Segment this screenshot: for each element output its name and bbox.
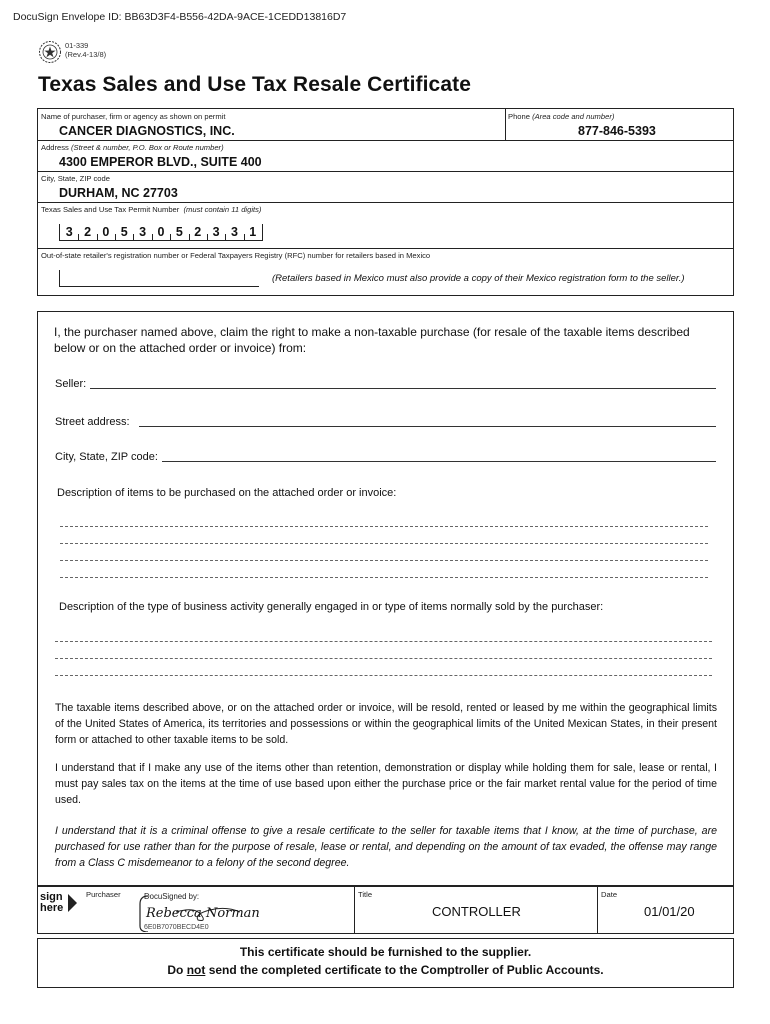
address-label: Address (Street & number, P.O. Box or Route number) (41, 143, 224, 152)
title-label: Title (358, 890, 373, 899)
signature-name: Rebecca Norman (146, 906, 260, 921)
permit-number-field[interactable] (59, 224, 263, 241)
business-line-3[interactable] (55, 675, 712, 676)
divider (597, 886, 598, 934)
seller-street-field[interactable] (139, 426, 716, 427)
permit-digit: 5 (170, 224, 188, 240)
footer-line-2-post: send the completed certificate to the Comptroller of Public Accounts. (205, 963, 604, 977)
permit-digit: 5 (115, 224, 133, 240)
docusigned-by-label: DocuSigned by: (144, 892, 200, 901)
permit-number-label: Texas Sales and Use Tax Permit Number (must contain 11 digits) (41, 205, 262, 214)
items-description-label: Description of items to be purchased on the attached order or invoice: (57, 487, 397, 499)
title-field[interactable]: CONTROLLER (432, 904, 521, 919)
permit-digit: 3 (65, 225, 73, 239)
use-tax-statement: I understand that if I make any use of the items other than retention, demonstration or display while holding them for sale, lease or rental, I must pay sales tax on the items at the time of use based upon either the purchase price or the fair market rental value for the period of time used. (55, 762, 717, 806)
arrow-right-icon (68, 894, 77, 912)
date-field[interactable]: 01/01/20 (644, 904, 695, 919)
footer-line-2-pre: Do (167, 963, 187, 977)
sign-here-tag (40, 892, 63, 914)
permit-digit: 3 (225, 224, 243, 240)
seller-label: Seller: (55, 378, 87, 390)
permit-digit: 2 (78, 224, 96, 240)
business-line-1[interactable] (55, 641, 712, 642)
divider (37, 171, 734, 172)
items-line-1[interactable] (60, 526, 708, 527)
items-line-2[interactable] (60, 543, 708, 544)
form-number (65, 41, 106, 59)
purchaser-name-field[interactable]: CANCER DIAGNOSTICS, INC. (59, 124, 235, 138)
rfc-label: Out-of-state retailer's registration number or Federal Taxpayers Registry (RFC) number for retailers based in Mexico (41, 251, 431, 260)
phone-label: Phone (Area code and number) (508, 112, 615, 121)
form-number-text: 01-339 (65, 41, 89, 50)
permit-digit: 3 (133, 224, 151, 240)
docusign-signature[interactable] (136, 892, 276, 932)
items-line-3[interactable] (60, 560, 708, 561)
claim-intro: I, the purchaser named above, claim the right to make a non-taxable purchase (for resale of the taxable items described below or on the attached order or invoice) from: (54, 325, 690, 355)
footer-not: not (186, 963, 206, 977)
permit-digit: 2 (189, 224, 207, 240)
seller-city-label: City, State, ZIP code: (55, 451, 158, 463)
resale-statement: The taxable items described above, or on the attached order or invoice, will be resold, rented or leased by me within the geographical limits of the United States of America, its territories and possessions or within the geographical limits of the United Mexican States, in their present form or attached to other taxable items to be sold. (55, 702, 717, 746)
divider (354, 886, 355, 934)
signer-id: 6E0B7070BECD4E0 (144, 924, 209, 931)
seller-field[interactable] (90, 388, 716, 389)
business-description-label: Description of the type of business activity generally engaged in or type of items normally sold by the purchaser: (59, 601, 604, 613)
phone-field[interactable]: 877-846-5393 (578, 124, 656, 138)
criminal-offense-statement: I understand that it is a criminal offense to give a resale certificate to the seller for taxable items that I know, at the time of purchase, are purchased for use rather than for the purpose of resale, lease or rental, and depending on the amount of tax evaded, the offense may range from a Class C misdemeanor to a felony of the second degree. (55, 825, 717, 869)
purchaser-signature-label: Purchaser (86, 890, 121, 899)
divider (37, 202, 734, 203)
divider (37, 140, 734, 141)
footer-line-1: This certificate should be furnished to the supplier. (239, 945, 532, 959)
purchaser-name-label: Name of purchaser, firm or agency as shown on permit (41, 112, 226, 121)
phone-divider (505, 108, 506, 140)
envelope-id: DocuSign Envelope ID: BB63D3F4-B556-42DA-9ACE-1CEDD13816D7 (13, 11, 347, 23)
seller-city-field[interactable] (162, 461, 716, 462)
business-line-2[interactable] (55, 658, 712, 659)
page-title: Texas Sales and Use Tax Resale Certificate (38, 73, 471, 96)
texas-seal-icon (38, 40, 62, 64)
mexico-note: (Retailers based in Mexico must also provide a copy of their Mexico registration form to the seller.) (272, 273, 685, 284)
rfc-number-field[interactable] (59, 270, 259, 287)
form-revision: (Rev.4-13/8) (65, 50, 107, 59)
address-field[interactable]: 4300 EMPEROR BLVD., SUITE 400 (59, 155, 262, 169)
permit-digit: 0 (152, 224, 170, 240)
permit-digit: 1 (244, 224, 262, 240)
city-state-zip-label: City, State, ZIP code (41, 174, 110, 183)
date-label: Date (601, 890, 618, 899)
sign-here-line1: sign (40, 891, 63, 903)
city-state-zip-field[interactable]: DURHAM, NC 27703 (59, 186, 178, 200)
divider (37, 248, 734, 249)
items-line-4[interactable] (60, 577, 708, 578)
sign-here-line2: here (40, 902, 64, 914)
permit-digit: 0 (97, 224, 115, 240)
footer-line-2 (37, 963, 734, 977)
permit-digit: 3 (207, 224, 225, 240)
street-address-label: Street address: (55, 416, 130, 428)
